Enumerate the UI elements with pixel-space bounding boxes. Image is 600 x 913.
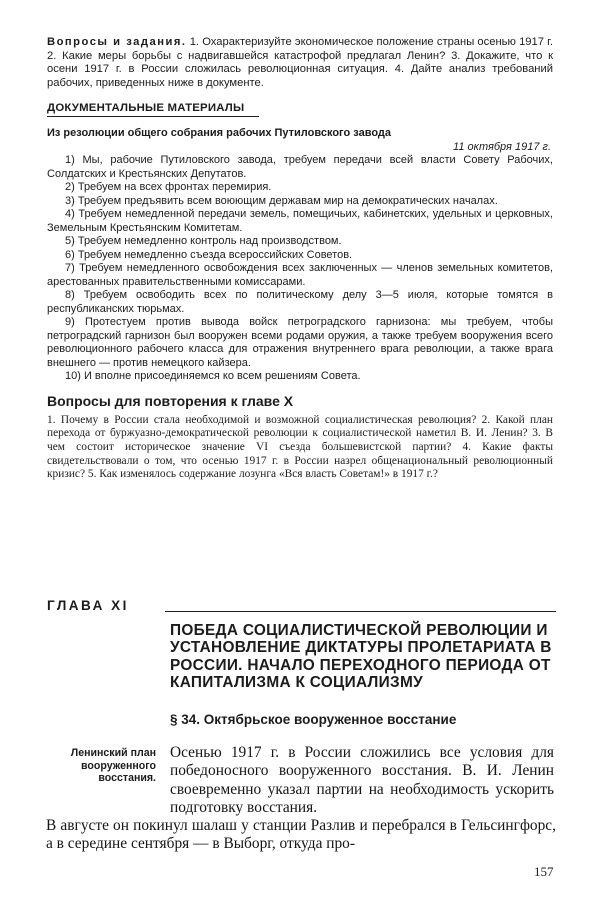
margin-note: Ленинский план вооруженного восстания.: [70, 747, 156, 784]
resolution-item: 6) Требуем немедленно съезда всероссийских Советов.: [65, 248, 353, 261]
documents-heading: ДОКУМЕНТАЛЬНЫЕ МАТЕРИАЛЫ: [47, 102, 245, 115]
page-content: [47, 36, 553, 482]
resolution-item: 1) Мы, рабочие Путиловского завода, требуем передачи всей власти Совету Рабочих, Солдатских и Крестьянских Депутатов.: [47, 154, 553, 180]
page-number: 157: [534, 864, 554, 879]
questions-text: 1. Охарактеризуйте экономическое положение страны осенью 1917 г. 2. Какие меры борьбы с надвигавшейся катастрофой предлагал Ленин? 3. Докажите, что к осени 1917 г. в России сложилась революционная ситуация. 4. Дайте анализ требований рабочих, приведенных ниже в документе.: [47, 36, 553, 89]
resolution-item: 9) Протестуем против вывода войск петроградского гарнизона: мы требуем, чтобы петроградский гарнизон был вооружен всеми родами оружия, а также требуем вооружения всего революционного рабочего класса для отражения внутреннего врага революции, а также врага внешнего — против немецкого кайзера.: [47, 316, 553, 369]
body-text-full: В августе он покинул шалаш у станции Разлив и перебрался в Гельсингфорс, а в середине сентября — в Выборг, откуда про-: [46, 817, 556, 853]
resolution-item: 4) Требуем немедленной передачи земель, помещичьих, кабинетских, удельных и церковных, Земельным Крестьянским Комитетам.: [47, 208, 553, 234]
resolution-item: 5) Требуем немедленно контроль над производством.: [65, 235, 342, 248]
resolution-item: 8) Требуем освободить всех по политическому делу 3—5 июля, которые томятся в республиканских тюрьмах.: [47, 289, 553, 315]
resolution-item: 3) Требуем предъявить всем воюющим державам мир на демократических началах.: [65, 194, 498, 207]
resolution-item: 10) И вполне присоединяемся ко всем решениям Совета.: [65, 370, 361, 383]
resolution-list: [47, 154, 553, 384]
chapter-header: [47, 598, 557, 616]
chapter-rule: [165, 611, 556, 612]
resolution-item: 2) Требуем на всех фронтах перемирия.: [65, 181, 272, 194]
documents-heading-rule: [47, 116, 259, 117]
chapter-title: ПОБЕДА СОЦИАЛИСТИЧЕСКОЙ РЕВОЛЮЦИИ И УСТАНОВЛЕНИЕ ДИКТАТУРЫ ПРОЛЕТАРИАТА В РОССИИ. НАЧАЛО ПЕРЕХОДНОГО ПЕРИОДА ОТ КАПИТАЛИЗМА К СОЦИАЛИЗМУ: [170, 622, 552, 692]
review-title: Вопросы для повторения к главе X: [47, 392, 294, 409]
paragraph-title: § 34. Октябрьское вооруженное восстание: [170, 712, 457, 727]
questions-lead: Вопросы и задания.: [47, 36, 187, 48]
review-text: 1. Почему в России стала необходимой и возможной социалистическая революция? 2. Какой план перехода от буржуазно-демократической революции к социалистической наметил В. И. Ленин? 3. В чем состоит историческое значение VI съезда большевистской партии? 4. Какие факты свидетельствовали о том, что осенью 1917 г. в России назрел общенациональный революционный кризис? 5. Как изменялось содержание лозунга «Вся власть Советам!» в 1917 г.?: [47, 413, 553, 481]
chapter-label: ГЛАВА XI: [47, 598, 129, 613]
body-text-indented: Осенью 1917 г. в России сложились все условия для победоносного вооруженного восстания. В. И. Ленин своевременно указал партии на необходимость ускорить подготовку восстания.: [170, 744, 554, 817]
questions-block: [47, 36, 553, 90]
document-date: 11 октября 1917 г.: [453, 141, 551, 154]
documents-subheading: Из резолюции общего собрания рабочих Путиловского завода: [47, 127, 392, 140]
resolution-item: 7) Требуем немедленного освобождения всех заключенных — членов земельных комитетов, арестованных правительственными комиссарами.: [47, 262, 553, 288]
